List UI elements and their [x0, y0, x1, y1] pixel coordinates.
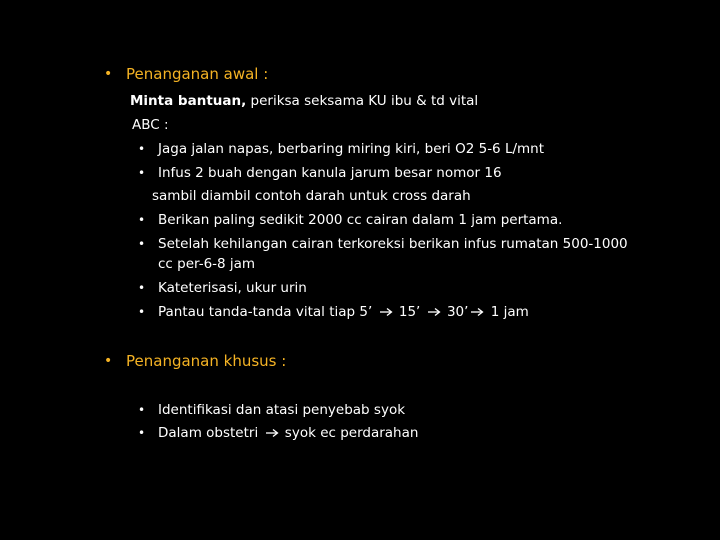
- list-item: Jaga jalan napas, berbaring miring kiri, beri O2 5-6 L/mnt: [158, 141, 545, 157]
- bullet-icon: •: [138, 403, 146, 417]
- arrow-right-icon: [427, 307, 441, 317]
- bullet-icon: •: [138, 281, 146, 295]
- bullet-icon: •: [138, 426, 146, 440]
- obstetri-prefix: Dalam obstetri: [158, 425, 259, 441]
- arrow-right-icon: [379, 307, 393, 317]
- heading-penanganan-awal: Penanganan awal :: [126, 65, 269, 83]
- list-item-obstetri: [158, 425, 418, 441]
- list-item-continuation: cc per-6-8 jam: [158, 256, 256, 272]
- abc-label: ABC :: [132, 117, 169, 133]
- intro-line: [130, 93, 478, 109]
- vital-step-1: 15’: [398, 304, 421, 320]
- list-item-continuation: sambil diambil contoh darah untuk cross darah: [152, 188, 471, 204]
- intro-bold-text: Minta bantuan,: [130, 93, 247, 109]
- bullet-icon: •: [138, 305, 146, 319]
- arrow-right-icon: [470, 307, 484, 317]
- bullet-icon: •: [104, 353, 113, 369]
- list-item: Identifikasi dan atasi penyebab syok: [158, 402, 406, 418]
- intro-rest-text: periksa seksama KU ibu & td vital: [246, 93, 479, 109]
- list-item-vital-signs: [158, 304, 529, 320]
- bullet-icon: •: [138, 237, 146, 251]
- bullet-icon: •: [104, 66, 113, 82]
- bullet-icon: •: [138, 142, 146, 156]
- vital-prefix: Pantau tanda-tanda vital tiap 5’: [158, 304, 373, 320]
- arrow-right-icon: [265, 428, 279, 438]
- bullet-icon: •: [138, 166, 146, 180]
- obstetri-suffix: syok ec perdarahan: [284, 425, 419, 441]
- list-item: Setelah kehilangan cairan terkoreksi berikan infus rumatan 500-1000: [158, 236, 628, 252]
- vital-step-3: 1 jam: [490, 304, 529, 320]
- bullet-icon: •: [138, 213, 146, 227]
- vital-step-2: 30’: [446, 304, 469, 320]
- heading-penanganan-khusus: Penanganan khusus :: [126, 352, 287, 370]
- list-item: Kateterisasi, ukur urin: [158, 280, 307, 296]
- list-item: Berikan paling sedikit 2000 cc cairan dalam 1 jam pertama.: [158, 212, 563, 228]
- list-item: Infus 2 buah dengan kanula jarum besar nomor 16: [158, 165, 502, 181]
